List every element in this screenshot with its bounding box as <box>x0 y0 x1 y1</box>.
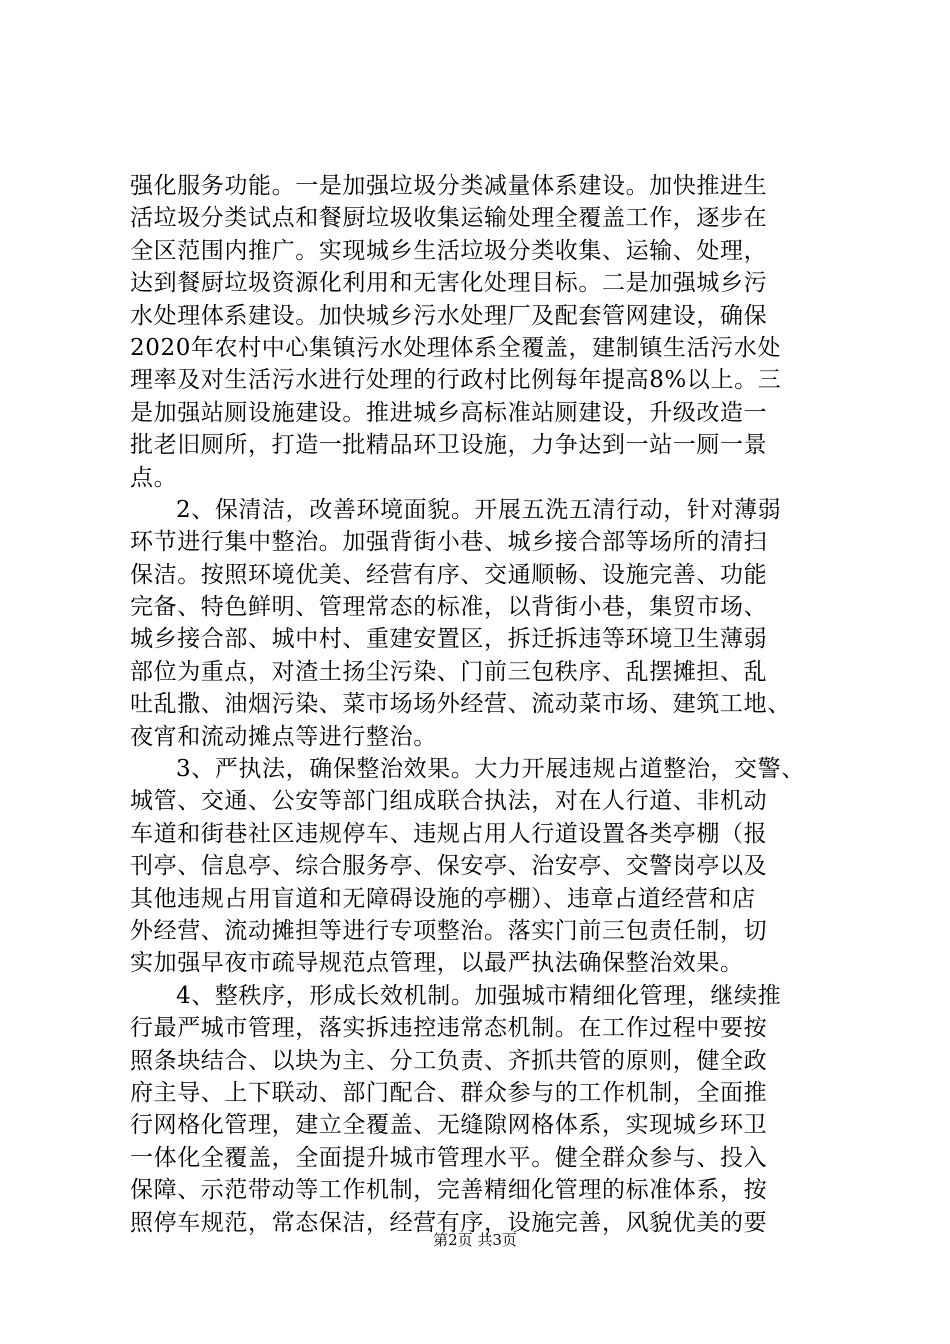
text-line: 府主导、上下联动、部门配合、群众参与的工作机制，全面推 <box>130 1079 768 1106</box>
text-line: 达到餐厨垃圾资源化利用和无害化处理目标。二是加强城乡污 <box>130 270 768 297</box>
text-line: 车道和街巷社区违规停车、违规占用人行道设置各类亭棚（报 <box>130 820 768 847</box>
text-line: 是加强站厕设施建设。推进城乡高标准站厕建设，升级改造一 <box>130 399 768 426</box>
text-line: 完备、特色鲜明、管理常态的标准，以背街小巷，集贸市场、 <box>130 594 768 621</box>
paragraph-2-first-line: 2、保清洁，改善环境面貌。开展五洗五清行动，针对薄弱 <box>176 496 782 523</box>
text-line: 行网格化管理，建立全覆盖、无缝隙网格体系，实现城乡环卫 <box>130 1112 768 1139</box>
text-line: 照停车规范，常态保洁，经营有序，设施完善，风貌优美的要 <box>130 1209 768 1236</box>
text-line: 刊亭、信息亭、综合服务亭、保安亭、治安亭、交警岗亭以及 <box>130 853 768 880</box>
text-line: 实加强早夜市疏导规范点管理，以最严执法确保整治效果。 <box>130 950 744 977</box>
text-line: 照条块结合、以块为主、分工负责、齐抓共管的原则，健全政 <box>130 1047 768 1074</box>
text-line: 强化服务功能。一是加强垃圾分类减量体系建设。加快推进生 <box>130 173 768 199</box>
body-text <box>130 170 842 1239</box>
text-line: 2020年农村中心集镇污水处理体系全覆盖，建制镇生活污水处 <box>130 334 781 361</box>
paragraph-3-first-line: 3、严执法，确保整治效果。大力开展违规占道整治，交警、 <box>176 756 805 783</box>
text-line: 行最严城市管理，落实拆违控违常态机制。在工作过程中要按 <box>130 1015 768 1042</box>
text-line: 活垃圾分类试点和餐厨垃圾收集运输处理全覆盖工作，逐步在 <box>130 205 768 232</box>
text-line: 其他违规占用盲道和无障碍设施的亭棚）、违章占道经营和店 <box>130 885 756 912</box>
text-line: 吐乱撒、油烟污染、菜市场场外经营、流动菜市场、建筑工地、 <box>130 691 791 718</box>
paragraph-4-first-line: 4、整秩序，形成长效机制。加强城市精细化管理，继续推 <box>176 982 782 1009</box>
text-line: 全区范围内推广。实现城乡生活垃圾分类收集、运输、处理， <box>130 237 768 264</box>
text-line: 外经营、流动摊担等进行专项整治。落实门前三包责任制，切 <box>130 917 768 944</box>
text-line: 环节进行集中整治。加强背街小巷、城乡接合部等场所的清扫 <box>130 529 768 556</box>
text-line: 保障、示范带动等工作机制，完善精细化管理的标准体系，按 <box>130 1177 768 1204</box>
text-line: 水处理体系建设。加快城乡污水处理厂及配套管网建设，确保 <box>130 302 768 329</box>
text-line: 点。 <box>130 464 178 491</box>
text-line: 部位为重点，对渣土扬尘污染、门前三包秩序、乱摆摊担、乱 <box>130 658 768 685</box>
page-number-footer: 第2页 共3页 <box>433 1231 517 1249</box>
text-line: 夜宵和流动摊点等进行整治。 <box>130 723 437 750</box>
text-line: 批老旧厕所，打造一批精品环卫设施，力争达到一站一厕一景 <box>130 432 768 459</box>
text-line: 城乡接合部、城中村、重建安置区，拆迁拆违等环境卫生薄弱 <box>130 626 768 653</box>
text-line: 理率及对生活污水进行处理的行政村比例每年提高8%以上。三 <box>130 367 782 394</box>
text-line: 城管、交通、公安等部门组成联合执法，对在人行道、非机动 <box>130 788 768 815</box>
text-line: 保洁。按照环境优美、经营有序、交通顺畅、设施完善、功能 <box>130 561 768 588</box>
text-line: 一体化全覆盖，全面提升城市管理水平。健全群众参与、投入 <box>130 1144 768 1171</box>
